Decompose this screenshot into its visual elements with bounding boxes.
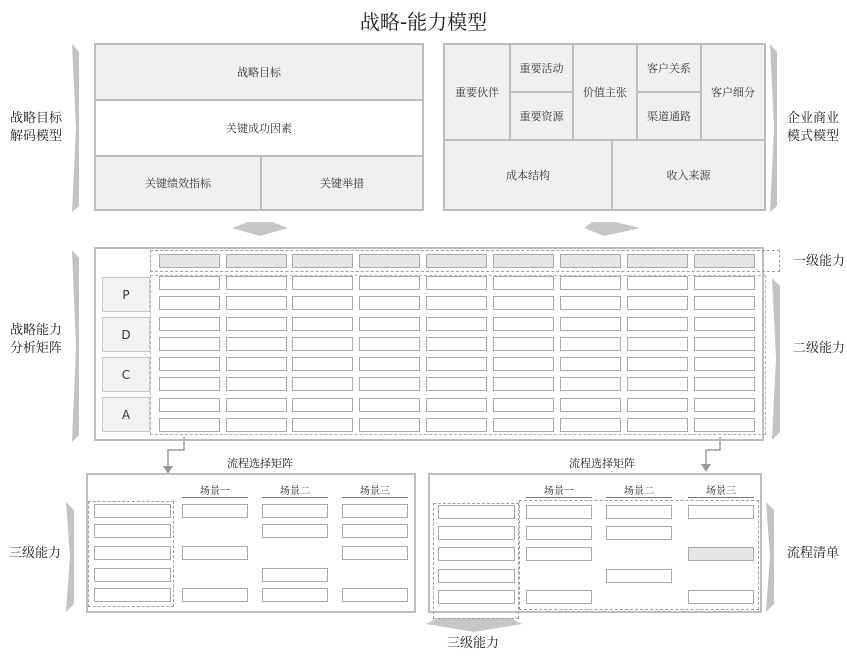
down-arrow-left xyxy=(232,222,288,236)
right-chevron-top xyxy=(770,44,777,212)
level2-capability-cell xyxy=(359,296,420,310)
label-strategy-decode-model xyxy=(6,110,66,146)
level1-capability-cell xyxy=(560,254,621,268)
level2-capability-cell xyxy=(159,317,220,331)
down-arrow-bottom xyxy=(426,618,522,632)
process-cell xyxy=(526,547,592,561)
label-line-2: 解码模型 xyxy=(9,129,62,144)
process-cell xyxy=(342,588,408,602)
level2-capability-cell xyxy=(560,296,621,310)
scene-header-left-1: 场景一 xyxy=(182,482,248,498)
level2-capability-cell xyxy=(426,296,487,310)
level2-capability-cell xyxy=(627,276,688,290)
level2-capability-cell xyxy=(359,398,420,412)
level2-capability-cell xyxy=(426,276,487,290)
level1-capability-cell xyxy=(226,254,287,268)
label-level1-capability: 一级能力 xyxy=(792,254,845,269)
process-cell xyxy=(182,546,248,560)
level2-capability-cell xyxy=(359,317,420,331)
pdca-a: A xyxy=(102,397,150,432)
level2-capability-cell xyxy=(493,377,554,391)
level3-capability-cell xyxy=(438,526,515,540)
level2-capability-cell xyxy=(426,337,487,351)
level2-capability-cell xyxy=(359,377,420,391)
customer-relations-cell: 客户关系 xyxy=(638,45,702,93)
level2-capability-cell xyxy=(292,317,353,331)
left-chevron-bottom xyxy=(66,502,74,612)
level2-capability-cell xyxy=(560,276,621,290)
process-cell xyxy=(606,526,672,540)
level2-capability-cell xyxy=(560,377,621,391)
scene-header-right-3: 场景三 xyxy=(688,482,754,498)
key-resources-cell: 重要资源 xyxy=(511,93,574,141)
level3-capability-cell xyxy=(94,588,171,602)
customer-segments-cell: 客户细分 xyxy=(702,45,764,141)
label-level2-capability: 二级能力 xyxy=(792,341,845,356)
revenue-streams-cell: 收入来源 xyxy=(613,141,764,209)
label-line-1: 企业商业 xyxy=(786,111,839,126)
elbow-right xyxy=(706,437,720,466)
pdca-c: C xyxy=(102,357,150,392)
level2-capability-cell xyxy=(694,418,755,432)
process-cell xyxy=(526,590,592,604)
level1-capability-cell xyxy=(359,254,420,268)
level2-capability-cell xyxy=(560,398,621,412)
down-arrow-right xyxy=(584,222,640,236)
process-cell xyxy=(606,569,672,583)
level2-capability-cell xyxy=(627,317,688,331)
level3-capability-cell xyxy=(438,590,515,604)
left-chevron-top xyxy=(72,44,79,212)
level2-capability-cell xyxy=(493,418,554,432)
level1-capability-cell xyxy=(627,254,688,268)
strategy-decode-box xyxy=(94,43,424,211)
kpi-cell: 关键绩效指标 xyxy=(96,157,262,209)
level1-capability-cell xyxy=(159,254,220,268)
level2-capability-cell xyxy=(493,276,554,290)
right-chevron-mid xyxy=(772,278,780,440)
process-cell xyxy=(262,588,328,602)
level2-capability-cell xyxy=(560,357,621,371)
process-cell xyxy=(688,590,754,604)
channels-cell: 渠道通路 xyxy=(638,93,702,141)
level2-capability-cell xyxy=(426,317,487,331)
level2-capability-cell xyxy=(226,418,287,432)
process-cell xyxy=(262,504,328,518)
process-cell-shaded xyxy=(688,547,754,561)
level2-capability-cell xyxy=(694,377,755,391)
label-capability-matrix xyxy=(6,322,66,358)
level3-capability-cell xyxy=(94,568,171,582)
level2-capability-cell xyxy=(226,276,287,290)
level2-capability-cell xyxy=(694,337,755,351)
level2-capability-cell xyxy=(426,418,487,432)
level2-capability-cell xyxy=(627,357,688,371)
level3-capability-cell xyxy=(438,505,515,519)
right-chevron-bottom xyxy=(766,502,774,612)
level2-capability-cell xyxy=(292,296,353,310)
level2-capability-cell xyxy=(627,418,688,432)
level1-capability-cell xyxy=(426,254,487,268)
scene-header-left-3: 场景三 xyxy=(342,482,408,498)
level2-capability-cell xyxy=(292,398,353,412)
key-measures-cell: 关键举措 xyxy=(262,157,422,209)
level2-capability-cell xyxy=(359,418,420,432)
level2-capability-cell xyxy=(159,337,220,351)
cost-structure-cell: 成本结构 xyxy=(445,141,613,209)
level2-capability-cell xyxy=(159,418,220,432)
process-cell xyxy=(342,546,408,560)
level2-capability-cell xyxy=(694,296,755,310)
level2-capability-cell xyxy=(292,377,353,391)
process-cell xyxy=(342,524,408,538)
level2-capability-cell xyxy=(226,337,287,351)
business-canvas-box xyxy=(443,43,766,211)
level1-capability-cell xyxy=(292,254,353,268)
level2-capability-cell xyxy=(493,398,554,412)
level2-capability-cell xyxy=(426,377,487,391)
level2-capability-cell xyxy=(426,398,487,412)
process-matrix-caption-right: 流程选择矩阵 xyxy=(569,457,635,470)
scene-header-right-2: 场景二 xyxy=(606,482,672,498)
level2-capability-cell xyxy=(627,398,688,412)
process-cell xyxy=(526,505,592,519)
level2-capability-cell xyxy=(493,296,554,310)
level2-capability-cell xyxy=(292,276,353,290)
level2-capability-cell xyxy=(292,337,353,351)
level2-capability-cell xyxy=(493,337,554,351)
process-cell xyxy=(342,504,408,518)
process-cell xyxy=(182,504,248,518)
level2-capability-cell xyxy=(627,296,688,310)
bottom-level3-capability: 三级能力 xyxy=(446,636,499,651)
key-partners-cell: 重要伙伴 xyxy=(445,45,511,141)
label-line-1: 战略能力 xyxy=(9,323,62,338)
scene-header-right-1: 场景一 xyxy=(526,482,592,498)
process-cell xyxy=(182,588,248,602)
level2-capability-cell xyxy=(159,276,220,290)
level2-capability-cell xyxy=(694,317,755,331)
level2-capability-cell xyxy=(292,357,353,371)
label-level3-capability-left: 三级能力 xyxy=(8,546,61,561)
level2-capability-cell xyxy=(159,357,220,371)
process-cell xyxy=(526,526,592,540)
elbow-left xyxy=(168,437,184,468)
level3-capability-cell xyxy=(94,524,171,538)
key-activities-cell: 重要活动 xyxy=(511,45,574,93)
level2-capability-cell xyxy=(694,398,755,412)
level2-capability-cell xyxy=(226,296,287,310)
process-cell xyxy=(262,524,328,538)
level2-capability-cell xyxy=(292,418,353,432)
level2-capability-cell xyxy=(359,337,420,351)
label-line-1: 战略目标 xyxy=(9,111,62,126)
left-chevron-mid xyxy=(72,250,79,442)
key-success-factor-cell: 关键成功因素 xyxy=(96,101,422,157)
elbow-right-head xyxy=(701,464,711,472)
process-matrix-caption-left: 流程选择矩阵 xyxy=(227,457,293,470)
level2-capability-cell xyxy=(627,377,688,391)
level2-capability-cell xyxy=(359,276,420,290)
process-cell xyxy=(262,568,328,582)
level2-capability-cell xyxy=(159,398,220,412)
value-proposition-cell: 价值主张 xyxy=(574,45,638,141)
level1-capability-cell xyxy=(493,254,554,268)
label-business-model xyxy=(782,110,844,146)
label-line-2: 分析矩阵 xyxy=(9,341,62,356)
level2-capability-cell xyxy=(359,357,420,371)
level2-capability-cell xyxy=(493,357,554,371)
pdca-p: P xyxy=(102,277,150,312)
level2-capability-cell xyxy=(159,296,220,310)
level1-capability-cell xyxy=(694,254,755,268)
strategic-goal-cell: 战略目标 xyxy=(96,45,422,101)
level2-capability-cell xyxy=(560,337,621,351)
level2-capability-cell xyxy=(226,398,287,412)
label-process-list: 流程清单 xyxy=(786,546,839,561)
level2-capability-cell xyxy=(694,357,755,371)
level2-capability-cell xyxy=(159,377,220,391)
level2-capability-cell xyxy=(226,377,287,391)
label-line-2: 模式模型 xyxy=(786,129,839,144)
level3-capability-cell xyxy=(94,546,171,560)
scene-header-left-2: 场景二 xyxy=(262,482,328,498)
level2-capability-cell xyxy=(426,357,487,371)
level3-capability-cell xyxy=(94,504,171,518)
level2-capability-cell xyxy=(694,276,755,290)
level2-capability-cell xyxy=(493,317,554,331)
level2-capability-cell xyxy=(226,357,287,371)
process-cell xyxy=(688,505,754,519)
level2-capability-cell xyxy=(627,337,688,351)
pdca-d: D xyxy=(102,317,150,352)
level2-capability-cell xyxy=(226,317,287,331)
diagram-title: 战略-能力模型 xyxy=(359,10,488,34)
level2-capability-cell xyxy=(560,317,621,331)
process-cell xyxy=(606,505,672,519)
level2-capability-cell xyxy=(560,418,621,432)
level3-capability-cell xyxy=(438,569,515,583)
level3-capability-cell xyxy=(438,547,515,561)
